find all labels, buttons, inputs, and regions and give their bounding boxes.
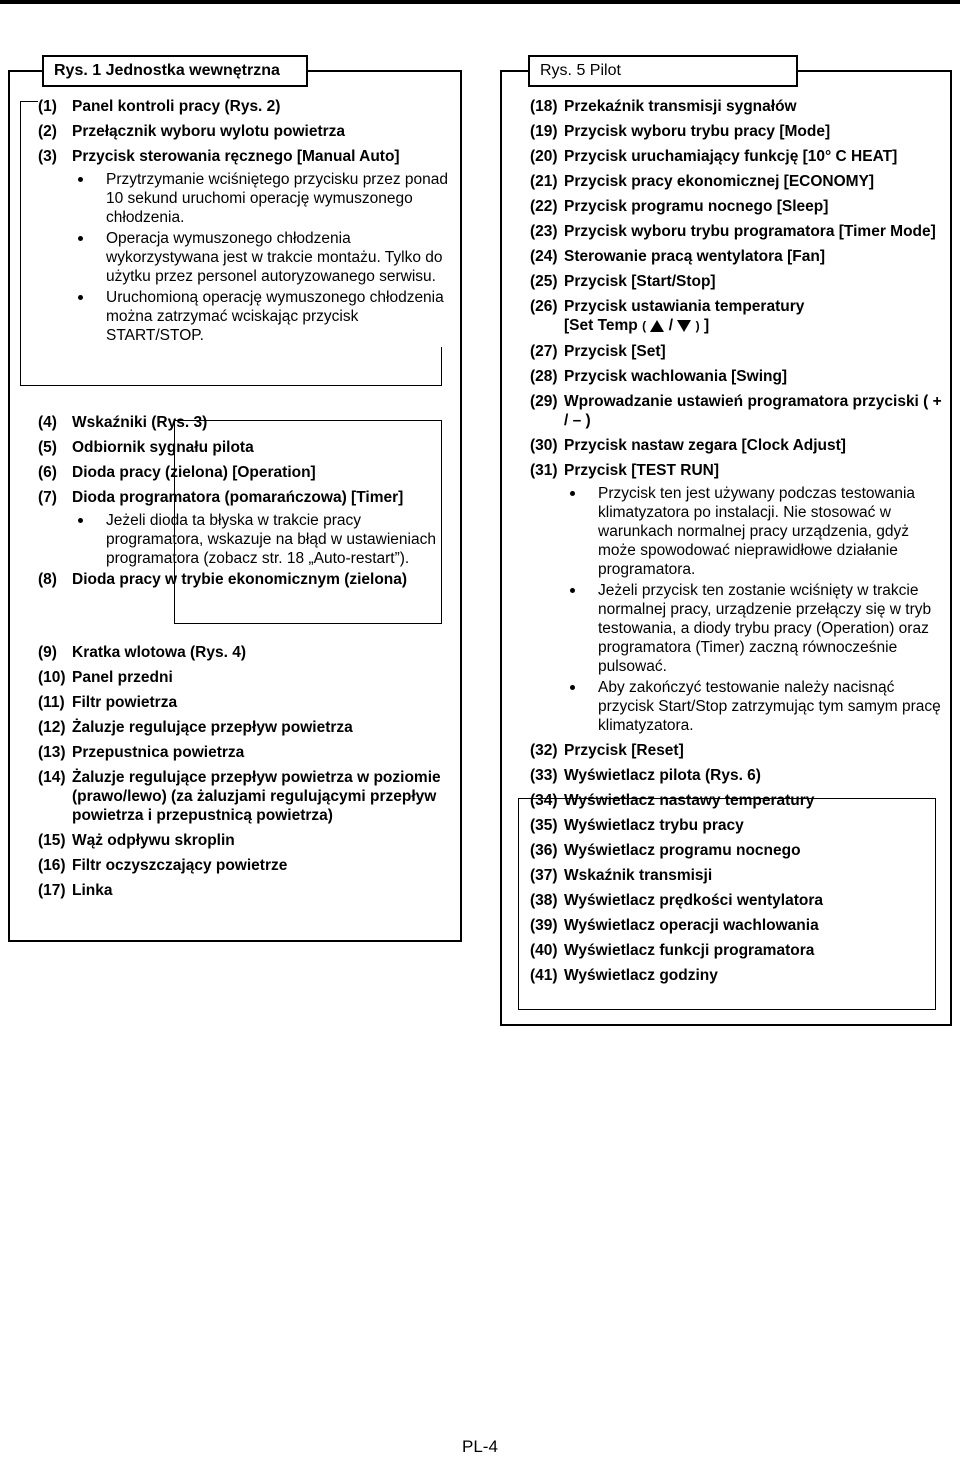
right-title-text: Rys. 5 Pilot — [540, 62, 621, 79]
bullet-item: Jeżeli przycisk ten zostanie wciśnięty w trakcie normalnej pracy, urządzenie przełączy się w tryb testowania, a diody trybu pracy (Operation) oraz programatora (Timer) zaczną równocześnie pulsować. — [530, 581, 942, 676]
item-number: (37) — [530, 867, 558, 884]
item-number: (11) — [38, 694, 65, 711]
item-number: (7) — [38, 489, 57, 506]
right-title — [528, 55, 798, 87]
page-number: PL-4 — [462, 1437, 498, 1456]
item-text: Wyświetlacz funkcji programatora — [564, 942, 815, 959]
item-text: Wyświetlacz trybu pracy — [564, 817, 744, 834]
item-text: Przycisk programu nocnego [Sleep] — [564, 198, 829, 215]
item-number: (36) — [530, 842, 558, 859]
item-text: Przełącznik wyboru wylotu powietrza — [72, 123, 346, 140]
bullet-item: Jeżeli dioda ta błyska w trakcie pracy programatora, wskazuje na błąd w ustawieniach programatora (zobacz str. 18 „Auto-restart”). — [38, 511, 450, 568]
item-number: (10) — [38, 669, 66, 686]
list-item — [530, 97, 942, 116]
item-text: Panel przedni — [72, 669, 173, 686]
slash: / — [668, 317, 674, 334]
list-item — [530, 841, 942, 860]
item-number: (34) — [530, 792, 558, 809]
list-item — [38, 768, 450, 825]
item-text: Wyświetlacz nastawy temperatury — [564, 792, 815, 809]
list-item — [530, 766, 942, 785]
list-item — [38, 463, 450, 482]
arrow-down-icon — [677, 320, 691, 332]
list-item — [530, 367, 942, 386]
list-item — [530, 891, 942, 910]
item-number: (8) — [38, 571, 57, 588]
item-text: Odbiornik sygnału pilota — [72, 439, 254, 456]
item-text: Wskaźniki (Rys. 3) — [72, 414, 208, 431]
item-text: Wyświetlacz prędkości wentylatora — [564, 892, 824, 909]
list-item — [530, 941, 942, 960]
item-number: (19) — [530, 123, 558, 140]
list-item — [530, 272, 942, 291]
top-rule — [0, 0, 960, 4]
list-item — [38, 693, 450, 712]
item-number: (9) — [38, 644, 57, 661]
item-text: Wyświetlacz programu nocnego — [564, 842, 801, 859]
item-number: (27) — [530, 343, 558, 360]
item-number: (13) — [38, 744, 66, 761]
item-text: Przycisk [TEST RUN] — [564, 462, 720, 479]
item-text: Przycisk ustawiania temperatury — [564, 298, 805, 315]
item-text: Dioda programatora (pomarańczowa) [Timer] — [72, 489, 404, 506]
list-item — [530, 172, 942, 191]
item-number: (12) — [38, 719, 66, 736]
list-item — [530, 147, 942, 166]
item-text: Panel kontroli pracy (Rys. 2) — [72, 98, 281, 115]
item-text: Przycisk uruchamiający funkcję [10° C HEAT] — [564, 148, 898, 165]
list-item — [530, 436, 942, 455]
bullet-item: Aby zakończyć testowanie należy nacisnąć przycisk Start/Stop zatrzymując tym samym pracę klimatyzatora. — [530, 678, 942, 735]
item-number: (31) — [530, 462, 558, 479]
list-item — [38, 147, 450, 166]
item-number: (21) — [530, 173, 558, 190]
list-item — [38, 413, 450, 432]
item-number: (6) — [38, 464, 57, 481]
list-item — [38, 856, 450, 875]
list-item — [38, 831, 450, 850]
item-text: Dioda pracy w trybie ekonomicznym (zielona) — [72, 571, 408, 588]
item-number: (2) — [38, 123, 57, 140]
item-text: Kratka wlotowa (Rys. 4) — [72, 644, 246, 661]
set-temp-prefix: [Set Temp — [564, 317, 638, 334]
list-item — [38, 643, 450, 662]
item-text: Filtr oczyszczający powietrze — [72, 857, 288, 874]
item-number: (15) — [38, 832, 66, 849]
item-number: (23) — [530, 223, 558, 240]
list-item — [530, 342, 942, 361]
item-text: Przycisk nastaw zegara [Clock Adjust] — [564, 437, 846, 454]
item-text: Przycisk wyboru trybu programatora [Timer Mode] — [564, 223, 936, 240]
bullet-item: Przytrzymanie wciśniętego przycisku przez ponad 10 sekund uruchomi operację wymuszonego chłodzenia. — [38, 170, 450, 227]
bullet-item: Przycisk ten jest używany podczas testowania klimatyzatora po instalacji. Nie stosować w warunkach normalnej pracy urządzenia, gdyż może spowodować nieprawidłowe działanie programatora. — [530, 484, 942, 579]
list-item — [530, 916, 942, 935]
item-text: Żaluzje regulujące przepływ powietrza w poziomie (prawo/lewo) (za żaluzjami regulującymi przepływ powietrza i przepustnicą powietrza) — [72, 769, 441, 824]
list-item — [530, 791, 942, 810]
bullet-item: Uruchomioną operację wymuszonego chłodzenia można zatrzymać wciskając przycisk START/STOP. — [38, 288, 450, 345]
list-item — [530, 197, 942, 216]
item-text: Przycisk wyboru trybu pracy [Mode] — [564, 123, 831, 140]
item-number: (26) — [530, 298, 558, 315]
item-text: Dioda pracy (zielona) [Operation] — [72, 464, 316, 481]
list-item — [38, 718, 450, 737]
list-item — [38, 881, 450, 900]
list-item — [38, 570, 450, 589]
item-number: (29) — [530, 393, 558, 410]
item-text: Przycisk sterowania ręcznego [Manual Auto] — [72, 148, 400, 165]
item-text: Wąż odpływu skroplin — [72, 832, 235, 849]
bullet-item: Operacja wymuszonego chłodzenia wykorzystywana jest w trakcie montażu. Tylko do użytku przez personel autoryzowanego serwisu. — [38, 229, 450, 286]
item-text: Wyświetlacz pilota (Rys. 6) — [564, 767, 761, 784]
item-number: (1) — [38, 98, 57, 115]
item-number: (35) — [530, 817, 558, 834]
item-number: (28) — [530, 368, 558, 385]
arrow-up-icon — [650, 320, 664, 332]
list-item — [38, 122, 450, 141]
item-number: (3) — [38, 148, 57, 165]
item-number: (39) — [530, 917, 558, 934]
item-text: Wyświetlacz godziny — [564, 967, 718, 984]
list-item — [530, 392, 942, 430]
item-number: (16) — [38, 857, 66, 874]
item-text: Przycisk [Set] — [564, 343, 666, 360]
item-text: Przycisk [Start/Stop] — [564, 273, 716, 290]
item-number: (25) — [530, 273, 558, 290]
item-number: (38) — [530, 892, 558, 909]
item-number: (32) — [530, 742, 558, 759]
item-number: (22) — [530, 198, 558, 215]
item-number: (30) — [530, 437, 558, 454]
left-column-b — [38, 413, 450, 589]
item-text: Przycisk pracy ekonomicznej [ECONOMY] — [564, 173, 875, 190]
left-column-a — [38, 97, 450, 347]
list-item — [530, 741, 942, 760]
left-column-d — [38, 643, 450, 900]
list-item — [530, 966, 942, 985]
item-number: (40) — [530, 942, 558, 959]
item-text: Żaluzje regulujące przepływ powietrza — [72, 719, 353, 736]
left-title — [42, 55, 308, 87]
item-number: (33) — [530, 767, 558, 784]
list-item — [530, 866, 942, 885]
left-title-text: Rys. 1 Jednostka wewnętrzna — [54, 62, 280, 79]
item-number: (20) — [530, 148, 558, 165]
item-text: Wskaźnik transmisji — [564, 867, 713, 884]
list-item-26 — [530, 297, 942, 336]
list-item — [38, 438, 450, 457]
list-item — [38, 97, 450, 116]
item-number: (5) — [38, 439, 57, 456]
list-item — [530, 461, 942, 480]
item-text: Linka — [72, 882, 113, 899]
item-text: Sterowanie pracą wentylatora [Fan] — [564, 248, 825, 265]
item-text: Przycisk wachlowania [Swing] — [564, 368, 788, 385]
list-item — [530, 247, 942, 266]
item-text: Wprowadzanie ustawień programatora przyciski ( + / – ) — [564, 393, 942, 429]
paren-open: ( — [642, 319, 647, 333]
item-number: (18) — [530, 98, 558, 115]
list-item — [530, 816, 942, 835]
item-number: (41) — [530, 967, 558, 984]
list-item — [38, 488, 450, 507]
item-number: (4) — [38, 414, 57, 431]
item-text: Filtr powietrza — [72, 694, 178, 711]
item-text: Przepustnica powietrza — [72, 744, 245, 761]
item-text: Przycisk [Reset] — [564, 742, 684, 759]
item-text: Przekaźnik transmisji sygnałów — [564, 98, 797, 115]
list-item — [530, 122, 942, 141]
right-column — [530, 97, 942, 985]
item-number: (17) — [38, 882, 66, 899]
item-number: (14) — [38, 769, 66, 786]
set-temp-suffix: ] — [703, 317, 710, 334]
item-text: Wyświetlacz operacji wachlowania — [564, 917, 819, 934]
list-item — [530, 222, 942, 241]
list-item — [38, 743, 450, 762]
list-item — [38, 668, 450, 687]
paren-close: ) — [695, 319, 700, 333]
item-number: (24) — [530, 248, 558, 265]
